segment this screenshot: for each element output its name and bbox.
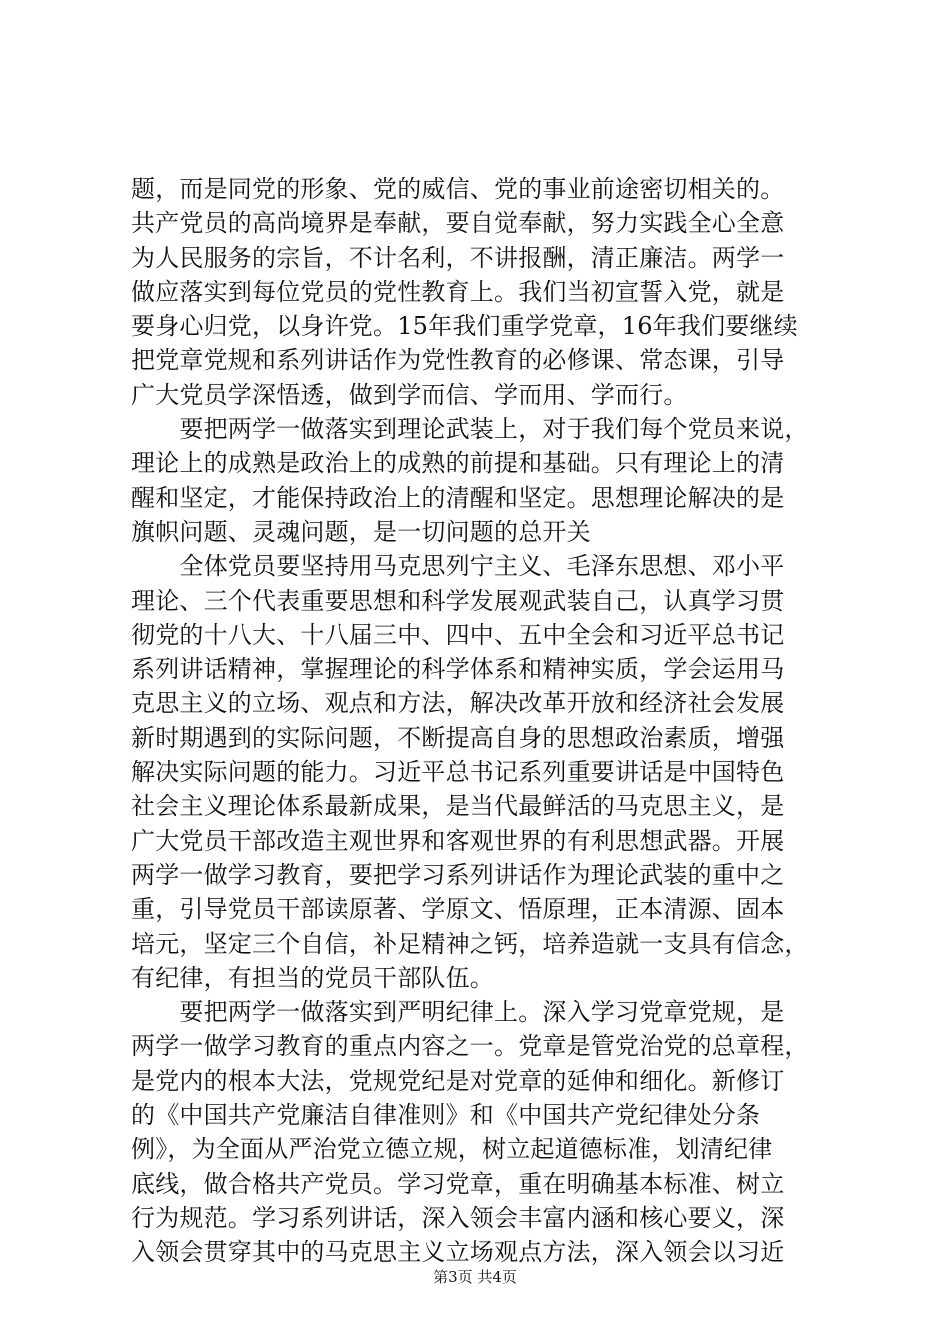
text-line: 理论、三个代表重要思想和科学发展观武装自己，认真学习贯 [131, 586, 785, 615]
text-line: 广大党员学深悟透，做到学而信、学而用、学而行。 [131, 380, 688, 409]
text-line: 旗帜问题、灵魂问题，是一切问题的总开关 [131, 517, 591, 546]
text-line: 是党内的根本大法，党规党纪是对党章的延伸和细化。新修订 [131, 1066, 785, 1095]
text-line: 有纪律，有担当的党员干部队伍。 [131, 963, 494, 992]
text-line: 题，而是同党的形象、党的威信、党的事业前途密切相关的。 [131, 175, 785, 203]
text-line: 系列讲话精神，掌握理论的科学体系和精神实质，学会运用马 [131, 655, 785, 684]
document-body [131, 172, 831, 1270]
text-line: 克思主义的立场、观点和方法，解决改革开放和经济社会发展 [131, 689, 785, 718]
text-line: 要把两学一做落实到理论武装上，对于我们每个党员来说， [131, 415, 809, 444]
text-line: 做应落实到每位党员的党性教育上。我们当初宣誓入党，就是 [131, 277, 785, 306]
text-line: 彻党的十八大、十八届三中、四中、五中全会和习近平总书记 [131, 620, 785, 649]
text-line: 新时期遇到的实际问题，不断提高自身的思想政治素质，增强 [131, 723, 785, 752]
page-number-footer: 第3页 共4页 [433, 1268, 517, 1286]
text-line: 重，引导党员干部读原著、学原文、悟原理，正本清源、固本 [131, 895, 785, 924]
text-line: 解决实际问题的能力。习近平总书记系列重要讲话是中国特色 [131, 758, 785, 787]
text-line: 两学一做学习教育，要把学习系列讲话作为理论武装的重中之 [131, 860, 785, 889]
text-line: 为人民服务的宗旨，不计名利，不讲报酬，清正廉洁。两学一 [131, 243, 785, 272]
text-line: 把党章党规和系列讲话作为党性教育的必修课、常态课，引导 [131, 346, 785, 375]
text-line: 要身心归党，以身许党。15年我们重学党章，16年我们要继续 [131, 312, 798, 341]
text-line: 例》，为全面从严治党立德立规，树立起道德标准，划清纪律 [131, 1135, 773, 1164]
text-line: 共产党员的高尚境界是奉献，要自觉奉献，努力实践全心全意 [131, 209, 785, 238]
text-line: 广大党员干部改造主观世界和客观世界的有利思想武器。开展 [131, 826, 785, 855]
text-line: 培元，坚定三个自信，补足精神之钙，培养造就一支具有信念， [131, 929, 809, 958]
text-line: 理论上的成熟是政治上的成熟的前提和基础。只有理论上的清 [131, 449, 785, 478]
text-line: 入领会贯穿其中的马克思主义立场观点方法，深入领会以习近 [131, 1238, 785, 1267]
text-line: 全体党员要坚持用马克思列宁主义、毛泽东思想、邓小平 [131, 552, 785, 581]
text-line: 醒和坚定，才能保持政治上的清醒和坚定。思想理论解决的是 [131, 483, 785, 512]
text-line: 社会主义理论体系最新成果，是当代最鲜活的马克思主义，是 [131, 792, 785, 821]
text-line: 底线，做合格共产党员。学习党章，重在明确基本标准、树立 [131, 1169, 785, 1198]
text-line: 行为规范。学习系列讲话，深入领会丰富内涵和核心要义，深 [131, 1203, 785, 1232]
text-line: 两学一做学习教育的重点内容之一。党章是管党治党的总章程， [131, 1032, 809, 1061]
text-line: 的《中国共产党廉洁自律准则》和《中国共产党纪律处分条 [131, 1101, 761, 1130]
text-line: 要把两学一做落实到严明纪律上。深入学习党章党规，是 [131, 998, 785, 1027]
